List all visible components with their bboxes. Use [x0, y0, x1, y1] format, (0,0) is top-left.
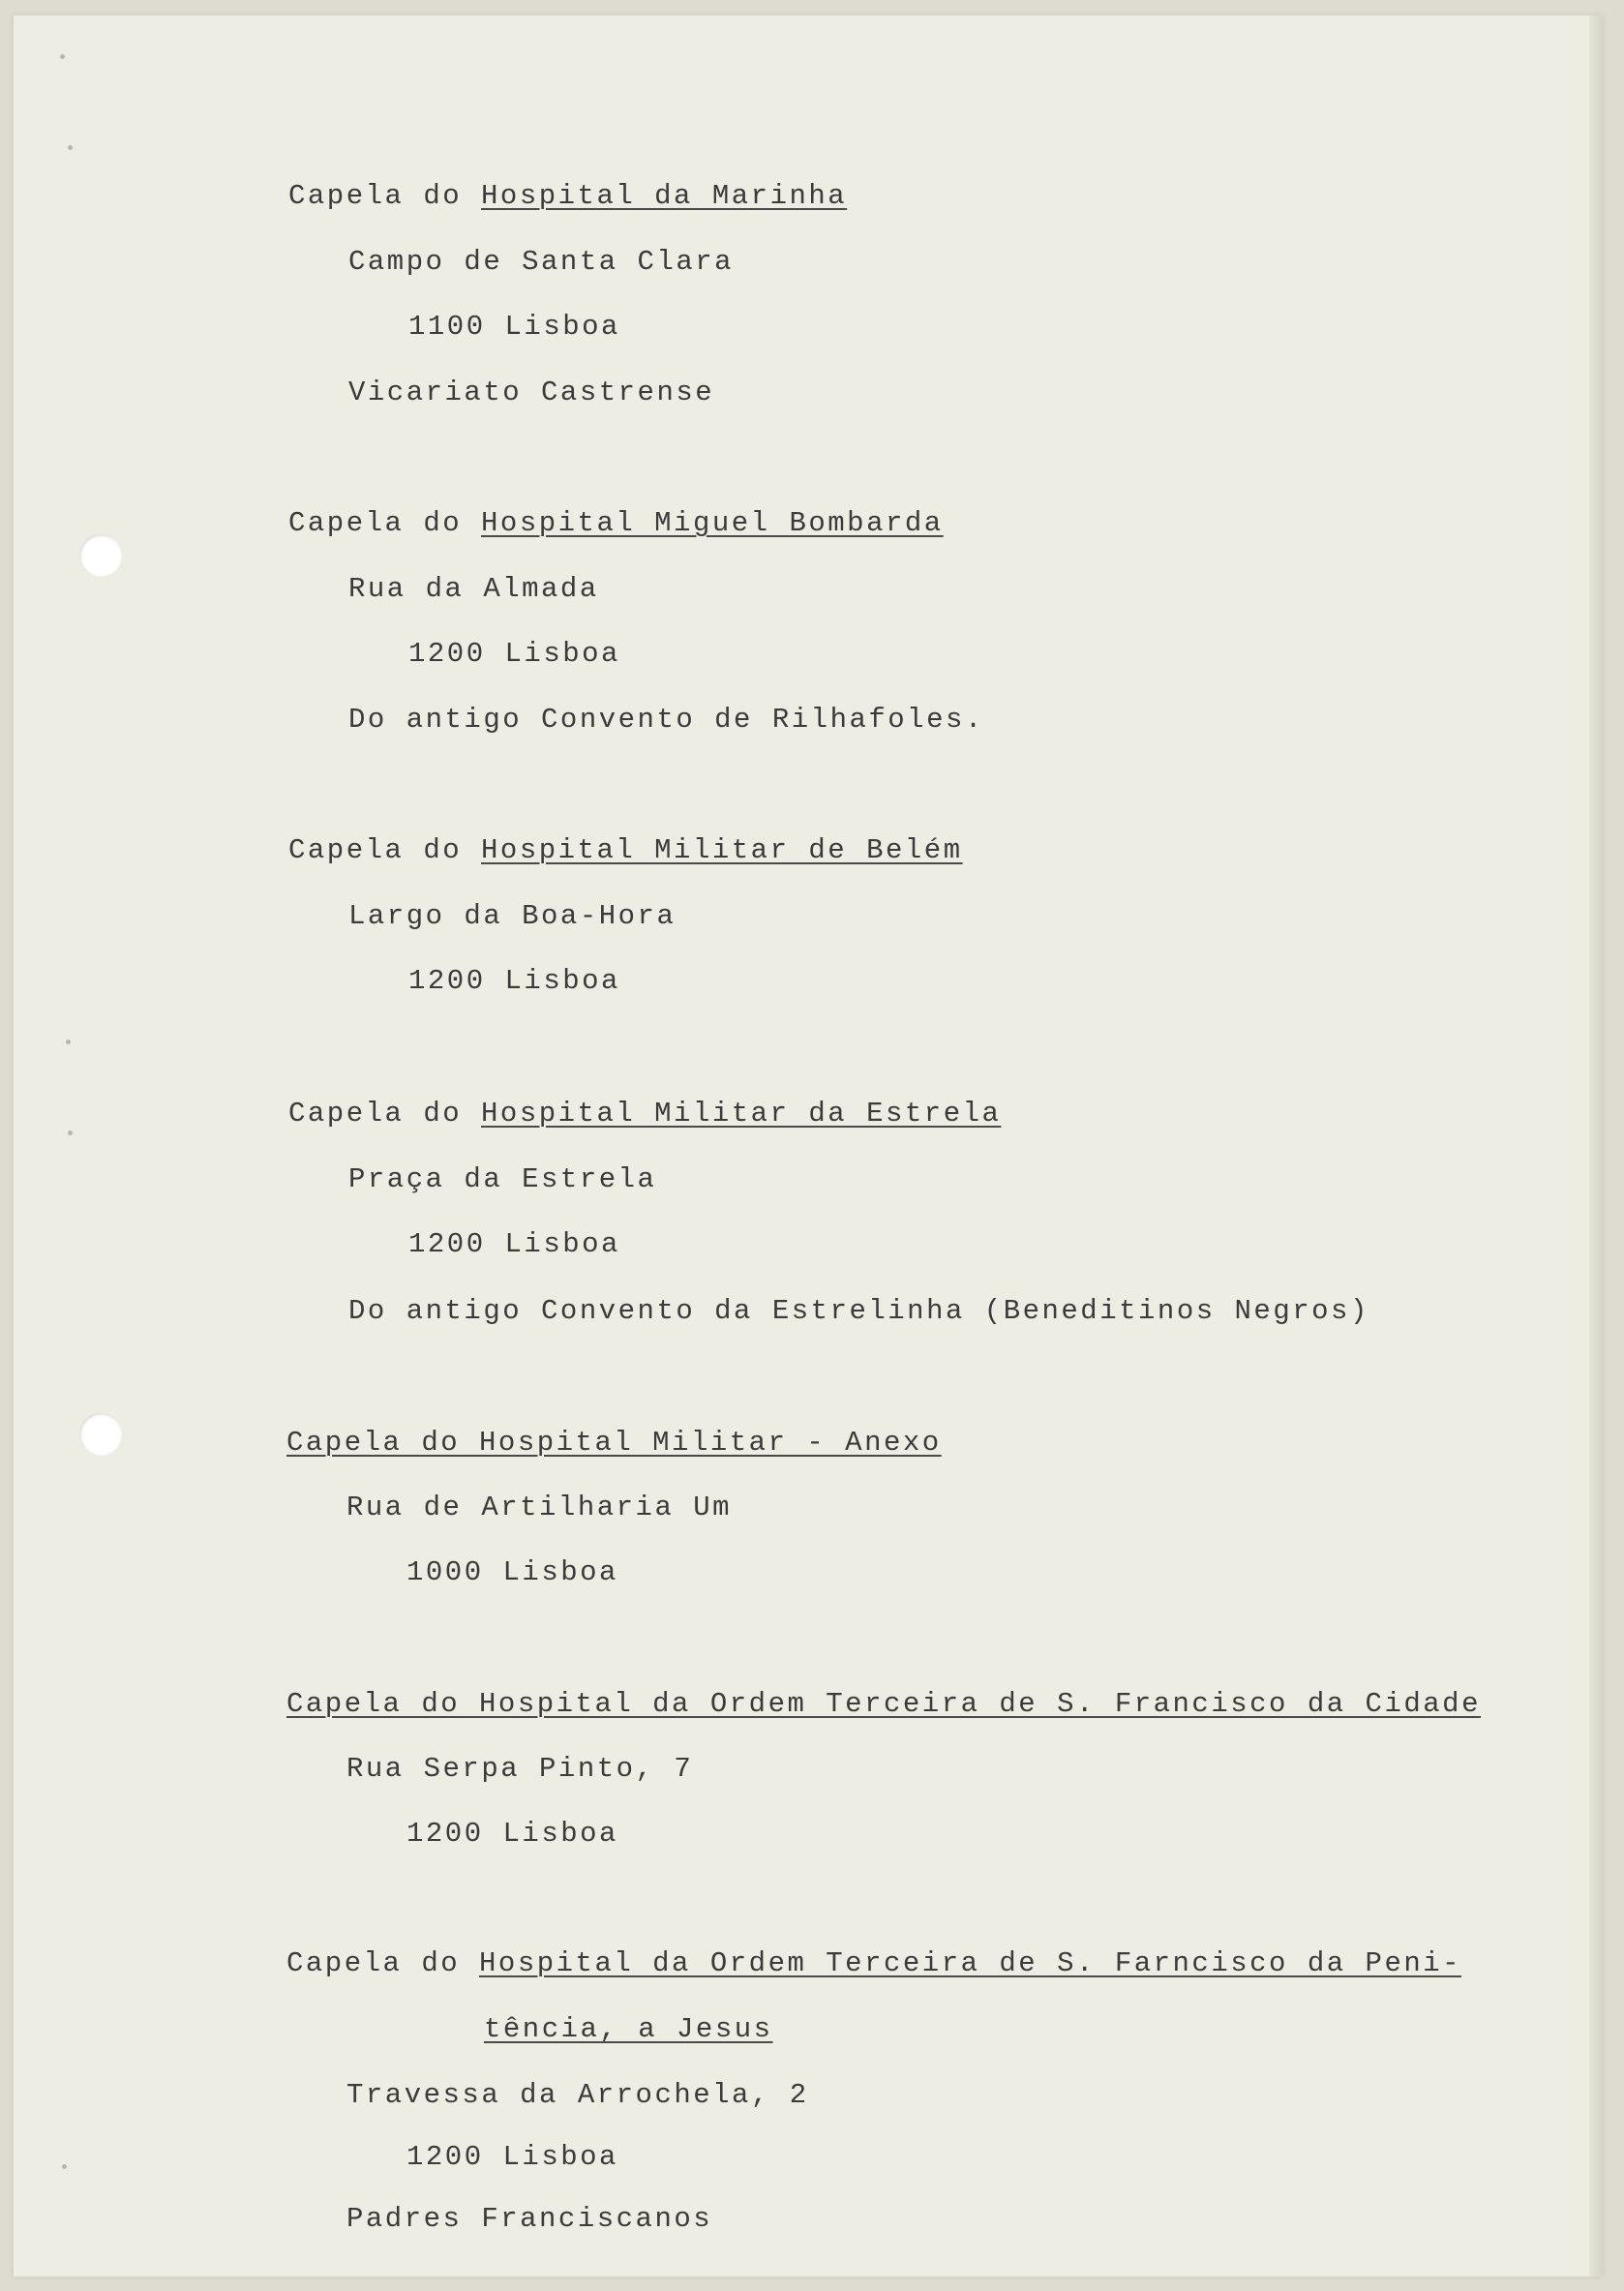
- entry-heading: Capela do Hospital da Ordem Terceira de S. Francisco da Cidade: [286, 1688, 1481, 1720]
- hospital-name: Hospital Militar da Estrela: [481, 1098, 1002, 1130]
- paper-speck: [68, 1130, 73, 1135]
- paper-speck: [66, 1040, 71, 1044]
- hospital-name: Hospital Militar de Belém: [481, 834, 963, 866]
- street-address: Campo de Santa Clara: [348, 246, 735, 278]
- document-page: [14, 15, 1603, 2276]
- postal-city: 1200 Lisboa: [406, 1818, 618, 1850]
- street-address: Rua Serpa Pinto, 7: [346, 1753, 694, 1785]
- postal-city: 1200 Lisboa: [406, 2141, 618, 2173]
- entry-prefix: Capela do: [288, 834, 482, 866]
- entry-heading: [288, 180, 847, 213]
- paper-speck: [60, 54, 65, 59]
- entry-heading: [288, 1098, 1001, 1130]
- entry-note: Vicariato Castrense: [348, 377, 715, 408]
- street-address: Travessa da Arrochela, 2: [346, 2079, 809, 2111]
- hospital-name: Hospital Miguel Bombarda: [481, 507, 944, 539]
- punch-hole-bottom: [79, 1413, 122, 1456]
- page-edge: [1589, 15, 1603, 2276]
- entry-heading: [286, 1947, 1461, 1980]
- entry-heading: Capela do Hospital Militar - Anexo: [286, 1427, 942, 1459]
- postal-city: 1100 Lisboa: [408, 311, 620, 343]
- entry-note: Do antigo Convento de Rilhafoles.: [348, 704, 984, 736]
- postal-city: 1000 Lisboa: [406, 1556, 618, 1588]
- street-address: Praça da Estrela: [348, 1163, 657, 1195]
- hospital-name: Hospital da Ordem Terceira de S. Farncisco da Peni-: [479, 1947, 1462, 1979]
- hospital-name: Hospital da Marinha: [481, 180, 848, 212]
- street-address: Rua da Almada: [348, 573, 599, 605]
- hospital-name-continued: tência, a Jesus: [484, 2013, 773, 2045]
- entry-heading: [288, 834, 963, 867]
- entry-note: Padres Franciscanos: [346, 2203, 713, 2235]
- street-address: Rua de Artilharia Um: [346, 1492, 733, 1523]
- street-address: Largo da Boa-Hora: [348, 900, 677, 932]
- postal-city: 1200 Lisboa: [408, 1228, 620, 1260]
- entry-prefix: Capela do: [286, 1947, 480, 1979]
- entry-prefix: Capela do: [288, 1098, 482, 1130]
- entry-note: Do antigo Convento da Estrelinha (Beneditinos Negros): [348, 1295, 1369, 1327]
- postal-city: 1200 Lisboa: [408, 965, 620, 997]
- punch-hole-top: [79, 534, 122, 577]
- paper-speck: [68, 145, 73, 150]
- postal-city: 1200 Lisboa: [408, 638, 620, 670]
- entry-prefix: Capela do: [288, 180, 482, 212]
- entry-prefix: Capela do: [288, 507, 482, 539]
- paper-speck: [62, 2164, 67, 2169]
- entry-heading: [288, 507, 944, 540]
